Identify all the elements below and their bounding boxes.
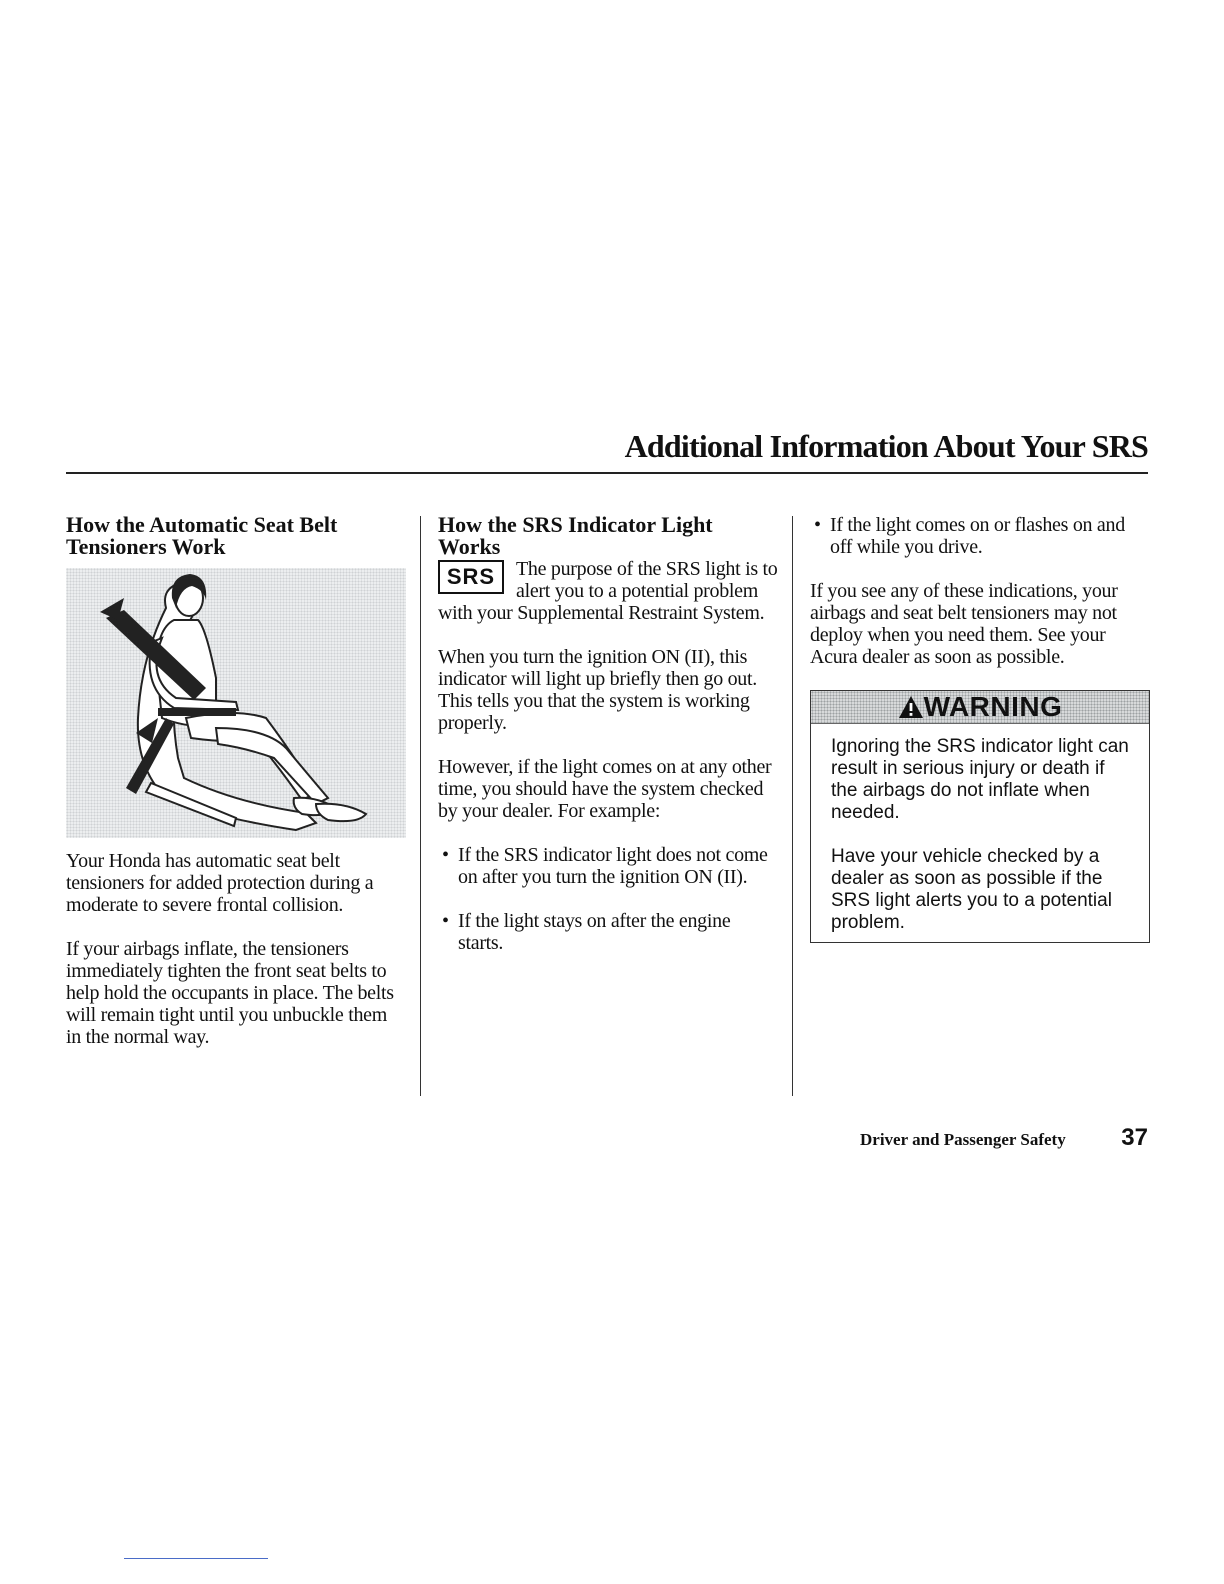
bottom-divider [124, 1558, 268, 1559]
indicator-paragraph-2: However, if the light comes on at any other time, you should have the system checked by your dealer. For example: [438, 756, 772, 822]
column-divider-2 [792, 516, 793, 1096]
tensioners-paragraph-2: If your airbags inflate, the tensioners immediately tighten the front seat belts to help hold the occupants in place. The belts will remain tight until you unbuckle them in the normal way. [66, 938, 394, 1048]
footer-section-title: Driver and Passenger Safety [860, 1130, 1066, 1149]
warning-triangle-icon [898, 695, 924, 719]
title-rule [66, 472, 1148, 474]
warning-paragraph-2: Have your vehicle checked by a dealer as soon as possible if the SRS light alerts you to a potential problem. [831, 846, 1112, 933]
column-divider-1 [420, 516, 421, 1096]
page-number: 37 [1121, 1124, 1148, 1151]
indicator-heading: How the SRS Indicator Light Works [438, 512, 713, 559]
seatbelt-illustration-icon [66, 568, 406, 838]
middle-column [438, 514, 778, 976]
warning-header [811, 691, 1149, 724]
indicator-intro-text: The purpose of the SRS light is to alert you to a potential problem with your Supplemental Restraint System. [438, 558, 778, 624]
consequence-paragraph: If you see any of these indications, your airbags and seat belt tensioners may not deploy when you need them. See your Acura dealer as soon as possible. [810, 580, 1118, 668]
indicator-examples-list [438, 844, 778, 954]
right-column [810, 514, 1150, 943]
warning-label [898, 691, 1063, 723]
left-column [66, 514, 406, 1070]
tensioners-heading: How the Automatic Seat Belt Tensioners Work [66, 512, 338, 559]
list-item: • If the SRS indicator light does not come on after you turn the ignition ON (II). [438, 844, 778, 888]
warning-paragraph-1: Ignoring the SRS indicator light can result in serious injury or death if the airbags do not inflate when needed. [831, 736, 1129, 823]
indicator-intro [438, 558, 778, 624]
warning-body [811, 724, 1149, 942]
srs-indicator-icon: SRS [438, 560, 504, 594]
tensioners-paragraph-1: Your Honda has automatic seat belt tensioners for added protection during a moderate to severe frontal collision. [66, 850, 374, 916]
indicator-paragraph-1: When you turn the ignition ON (II), this indicator will light up briefly then go out. This tells you that the system is working properly. [438, 646, 757, 734]
seated-passenger-illustration [66, 568, 406, 838]
warning-label-text: WARNING [923, 691, 1063, 722]
list-item: • If the light comes on or flashes on and off while you drive. [810, 514, 1150, 558]
indicator-examples-list-continued [810, 514, 1150, 558]
list-item: • If the light stays on after the engine starts. [438, 910, 778, 954]
page-title: Additional Information About Your SRS [624, 428, 1148, 464]
warning-box [810, 690, 1150, 943]
